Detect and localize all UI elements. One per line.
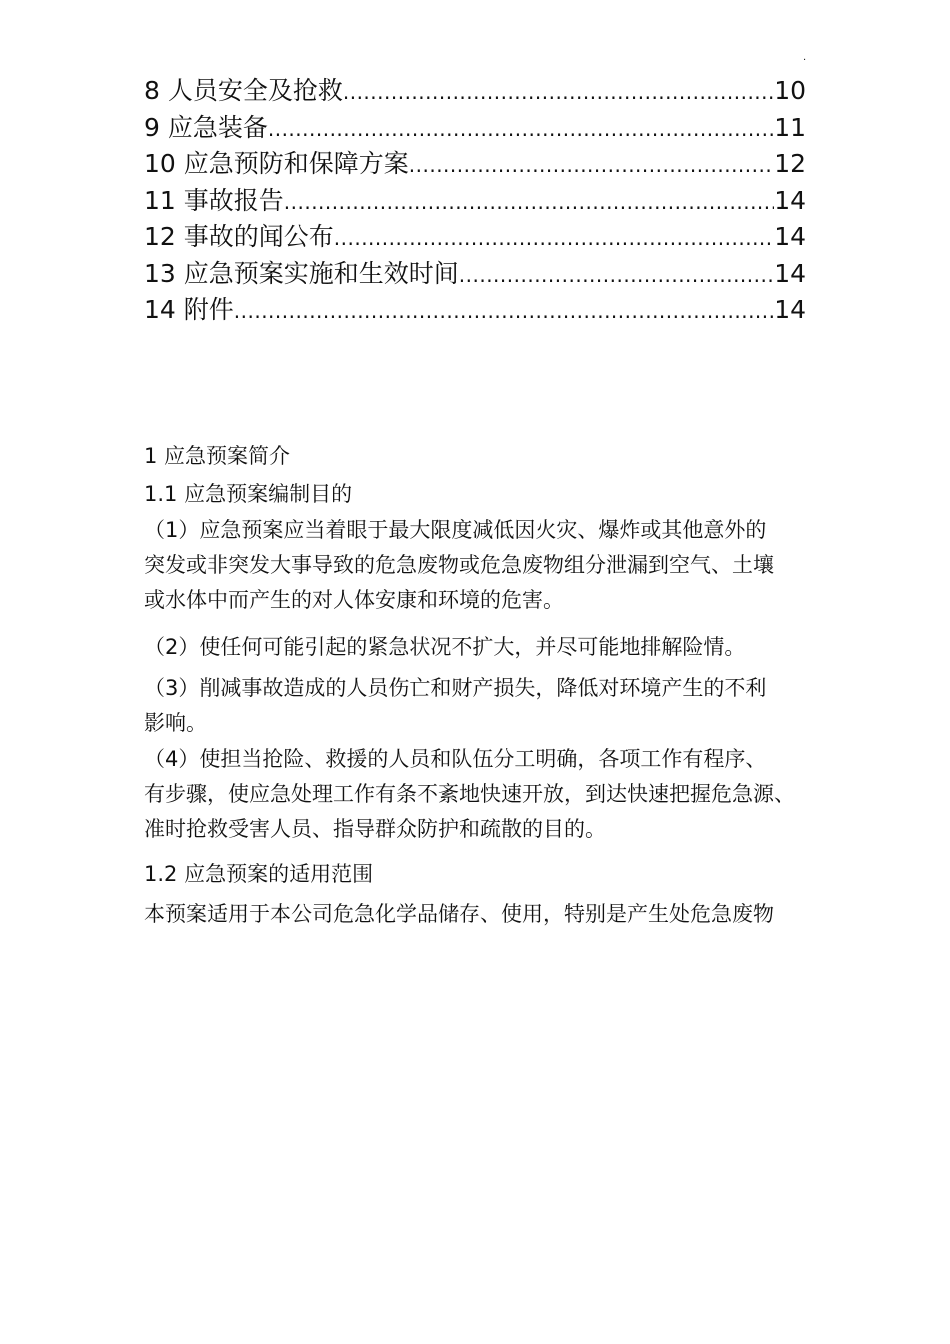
toc-dot-leader: [459, 256, 774, 293]
toc-entry-label: 9 应急装备: [144, 112, 268, 142]
toc-entry[interactable]: [144, 110, 806, 147]
section-1-2-heading: 1.2 应急预案的适用范围: [144, 862, 374, 886]
paragraph-line: （1）应急预案应当着眼于最大限度减低因火灾、爆炸或其他意外的: [144, 518, 767, 542]
toc-dot-leader: [409, 146, 774, 183]
toc-entry[interactable]: [144, 256, 806, 293]
toc-entry[interactable]: [144, 146, 806, 183]
toc-dot-leader: [268, 110, 774, 147]
toc-entry-label: 12 事故的闻公布: [144, 222, 334, 251]
toc-entry-page: 14: [774, 185, 806, 215]
toc-entry[interactable]: [144, 219, 806, 256]
paragraph-line: （4）使担当抢险、救援的人员和队伍分工明确，各项工作有程序、: [144, 747, 767, 771]
toc-entry[interactable]: [144, 292, 806, 329]
purpose-item-4: [144, 742, 809, 847]
purpose-item-3: [144, 671, 809, 741]
toc-entry-page: 11: [774, 112, 806, 142]
toc-entry[interactable]: [144, 183, 806, 220]
toc-entry-label: 10 应急预防和保障方案: [144, 149, 409, 178]
paragraph-line: 有步骤，使应急处理工作有条不紊地快速开放，到达快速把握危急源、: [144, 782, 795, 806]
toc-entry-label: 13 应急预案实施和生效时间: [144, 258, 459, 288]
toc-dot-leader: [343, 73, 774, 110]
toc-entry-page: 12: [774, 149, 806, 178]
section-1-1-heading: 1.1 应急预案编制目的: [144, 482, 353, 506]
paragraph-line: （2）使任何可能引起的紧急状况不扩大，并尽可能地排解险情。: [144, 635, 746, 659]
purpose-item-1: [144, 513, 809, 618]
toc-dot-leader: [334, 219, 774, 256]
toc-dot-leader: [234, 292, 774, 329]
toc-entry-page: 14: [774, 295, 806, 324]
paragraph-line: 或水体中而产生的对人体安康和环境的危害。: [144, 588, 564, 612]
table-of-contents: [144, 73, 806, 329]
paragraph-line: （3）削减事故造成的人员伤亡和财产损失，降低对环境产生的不利: [144, 676, 767, 700]
corner-mark: ·: [803, 55, 807, 66]
purpose-item-2: [144, 630, 809, 665]
toc-entry-label: 14 附件: [144, 295, 234, 324]
toc-entry-page: 14: [774, 258, 806, 288]
toc-entry-label: 11 事故报告: [144, 185, 284, 215]
toc-entry-label: 8 人员安全及抢救: [144, 76, 343, 105]
section-1-heading: 1 应急预案简介: [144, 444, 291, 468]
toc-entry[interactable]: [144, 73, 806, 110]
toc-dot-leader: [284, 183, 774, 220]
scope-paragraph: 本预案适用于本公司危急化学品储存、使用，特别是产生处危急废物: [144, 902, 774, 926]
toc-entry-page: 10: [774, 76, 806, 105]
toc-entry-page: 14: [774, 222, 806, 251]
paragraph-line: 影响。: [144, 711, 207, 735]
paragraph-line: 突发或非突发大事导致的危急废物或危急废物组分泄漏到空气、土壤: [144, 553, 774, 577]
paragraph-line: 准时抢救受害人员、指导群众防护和疏散的目的。: [144, 817, 606, 841]
